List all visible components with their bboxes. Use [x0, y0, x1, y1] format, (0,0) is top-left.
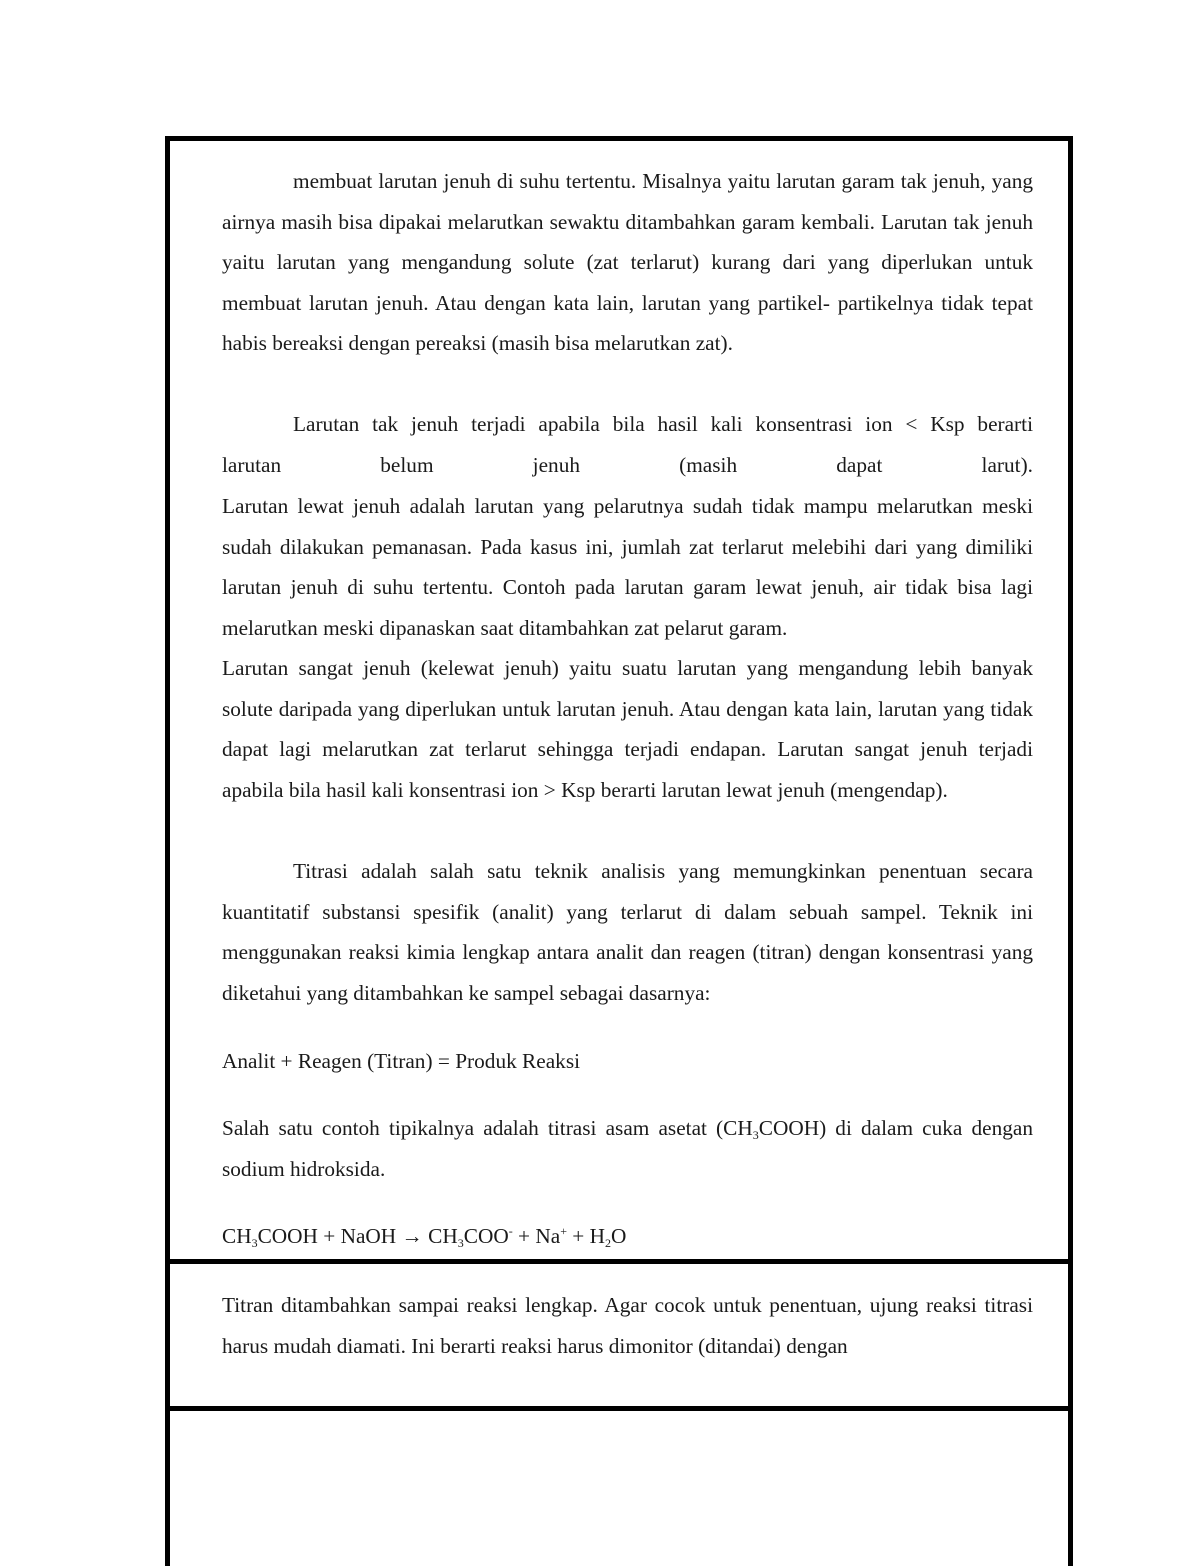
equation-asam-asetat: $CH_3COOH$ + NaOH → $CH_3COO^- + Na^+ + H_2O$ [222, 1224, 627, 1250]
paragraph-sangat-jenuh: Larutan sangat jenuh (kelewat jenuh) yaitu suatu larutan yang mengandung lebih banyak solute daripada yang diperlukan untuk larutan jenuh. Atau dengan kata lain, larutan yang tidak dapat lagi melarutkan zat terlarut sehingga terjadi endapan. Larutan sangat jenuh terjadi apabila bila hasil kali konsentrasi ion > Ksp berarti larutan lewat jenuh (mengendap). [222, 656, 1033, 802]
paragraph-ksp-line-2: larutan belum jenuh (masih dapat larut). [222, 453, 1033, 477]
equation-analit: Analit + Reagen (Titran) = Produk Reaksi [222, 1049, 581, 1073]
paragraph-larutan-tak-jenuh: membuat larutan jenuh di suhu tertentu. Misalnya yaitu larutan garam tak jenuh, yang airnya masih bisa dipakai melarutkan sewaktu ditambahkan garam kembali. Larutan tak jenuh yaitu larutan yang mengandung solute (zat terlarut) kurang dari yang diperlukan untuk membuat larutan jenuh. Atau dengan kata lain, larutan yang partikel- partikelnya tidak tepat habis bereaksi dengan pereaksi (masih bisa melarutkan zat). [222, 169, 1033, 356]
section-divider-2 [165, 1406, 1073, 1411]
section-divider-1 [165, 1259, 1073, 1264]
paragraph-lewat-jenuh: Larutan lewat jenuh adalah larutan yang pelarutnya sudah tidak mampu melarutkan meski sudah dilakukan pemanasan. Pada kasus ini, jumlah zat terlarut melebihi dari yang dimiliki larutan jenuh di suhu tertentu. Contoh pada larutan garam lewat jenuh, air tidak bisa lagi melarutkan meski dipanaskan saat ditambahkan zat pelarut garam. [222, 494, 1033, 640]
paragraph-contoh-titrasi: Salah satu contoh tipikalnya adalah titrasi asam asetat $(CH_3COOH)$ di dalam cuka dengan sodium hidroksida. [222, 1116, 1033, 1181]
paragraph-titran: Titran ditambahkan sampai reaksi lengkap. Agar cocok untuk penentuan, ujung reaksi titrasi harus mudah diamati. Ini berarti reaksi harus dimonitor (ditandai) dengan [222, 1293, 1033, 1358]
paragraph-ksp-line-1: Larutan tak jenuh terjadi apabila bila hasil kali konsentrasi ion < Ksp berarti [293, 412, 1033, 436]
paragraph-titrasi: Titrasi adalah salah satu teknik analisis yang memungkinkan penentuan secara kuantitatif substansi spesifik (analit) yang terlarut di dalam sebuah sampel. Teknik ini menggunakan reaksi kimia lengkap antara analit dan reagen (titran) dengan konsentrasi yang diketahui yang ditambahkan ke sampel sebagai dasarnya: [222, 859, 1033, 1005]
